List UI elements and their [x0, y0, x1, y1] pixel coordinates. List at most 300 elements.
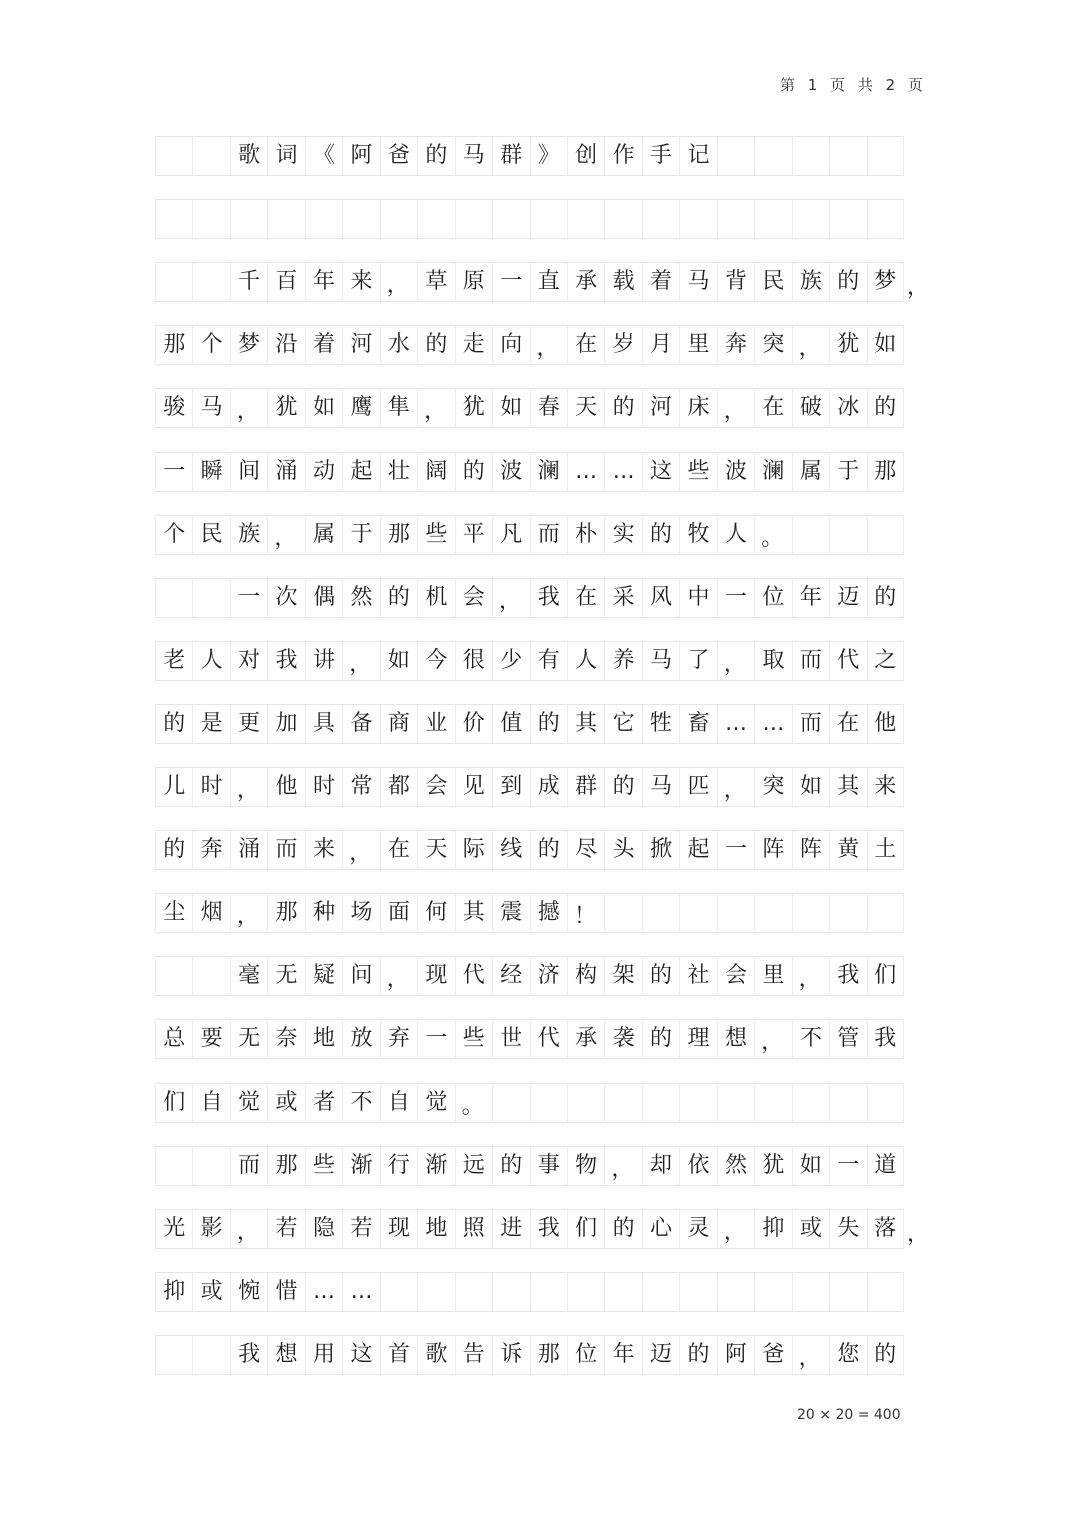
grid-cell: ，	[492, 579, 529, 617]
grid-cell: 族	[230, 516, 267, 554]
grid-cell: 其	[567, 705, 604, 743]
grid-cell: 的	[867, 389, 904, 427]
grid-cell: 爸	[380, 137, 417, 175]
grid-cell: 壮	[380, 453, 417, 491]
grid-cell: 或	[192, 1273, 229, 1311]
grid-cell: 抑	[754, 1210, 791, 1248]
grid-cell: 天	[417, 831, 454, 869]
grid-cell: 承	[567, 1020, 604, 1058]
grid-cell	[754, 1273, 791, 1311]
grid-cell	[192, 957, 229, 995]
grid-cell	[455, 1273, 492, 1311]
grid-cell: 的	[530, 705, 567, 743]
grid-row	[155, 957, 904, 995]
grid-cell: ，	[230, 1210, 267, 1248]
grid-cell	[717, 1084, 754, 1122]
grid-cell	[604, 894, 641, 932]
grid-cell	[342, 200, 379, 238]
grid-cell: 养	[604, 642, 641, 680]
grid-cell: 些	[679, 453, 716, 491]
grid-cell: 无	[230, 1020, 267, 1058]
grid-cell: 管	[829, 1020, 866, 1058]
grid-cell: 沿	[267, 326, 304, 364]
grid-cell: 而	[530, 516, 567, 554]
grid-cell	[604, 200, 641, 238]
grid-cell: 现	[380, 1210, 417, 1248]
grid-cell: 渐	[417, 1147, 454, 1185]
grid-cell: 位	[567, 1336, 604, 1374]
grid-cell: 些	[305, 1147, 342, 1185]
grid-cell: 一	[492, 263, 529, 301]
grid-cell	[155, 263, 192, 301]
grid-cell: 歌	[230, 137, 267, 175]
grid-cell: 讲	[305, 642, 342, 680]
grid-cell: 他	[267, 768, 304, 806]
grid-cell: 想	[267, 1336, 304, 1374]
grid-cell: 的	[867, 579, 904, 617]
grid-cell: 床	[679, 389, 716, 427]
grid-cell	[717, 1273, 754, 1311]
grid-cell	[829, 516, 866, 554]
grid-cell	[567, 200, 604, 238]
grid-cell: 创	[567, 137, 604, 175]
grid-cell: 承	[567, 263, 604, 301]
grid-cell: 千	[230, 263, 267, 301]
grid-cell: …	[754, 705, 791, 743]
grid-cell: 平	[455, 516, 492, 554]
grid-cell: 照	[455, 1210, 492, 1248]
grid-cell: …	[604, 453, 641, 491]
grid-cell: 波	[717, 453, 754, 491]
grid-cell: 犹	[267, 389, 304, 427]
grid-cell: 隼	[380, 389, 417, 427]
grid-cell	[792, 137, 829, 175]
grid-cell: 凡	[492, 516, 529, 554]
grid-cell: 黄	[829, 831, 866, 869]
grid-cell: 起	[679, 831, 716, 869]
grid-cell: 马	[455, 137, 492, 175]
grid-cell: 世	[492, 1020, 529, 1058]
grid-cell: 如	[305, 389, 342, 427]
grid-cell: 抑	[155, 1273, 192, 1311]
grid-cell: 的	[867, 1336, 904, 1374]
grid-cell: 或	[267, 1084, 304, 1122]
grid-cell: 次	[267, 579, 304, 617]
margin-punctuation: ，	[907, 275, 930, 301]
grid-cell: 的	[642, 516, 679, 554]
grid-cell	[492, 1273, 529, 1311]
grid-cell	[867, 516, 904, 554]
grid-cell: 采	[604, 579, 641, 617]
grid-cell: 人	[567, 642, 604, 680]
grid-cell: 。	[754, 516, 791, 554]
grid-row	[155, 1147, 904, 1185]
grid-cell	[867, 894, 904, 932]
grid-cell	[192, 200, 229, 238]
grid-cell	[867, 1084, 904, 1122]
grid-cell: 其	[455, 894, 492, 932]
grid-cell	[305, 200, 342, 238]
grid-cell: 首	[380, 1336, 417, 1374]
grid-cell: 。	[455, 1084, 492, 1122]
grid-cell: 如	[867, 326, 904, 364]
grid-cell: 着	[305, 326, 342, 364]
grid-cell: 我	[530, 579, 567, 617]
grid-cell: 这	[342, 1336, 379, 1374]
grid-cell	[267, 200, 304, 238]
grid-cell: 我	[530, 1210, 567, 1248]
grid-cell: 在	[567, 579, 604, 617]
grid-cell: 马	[642, 642, 679, 680]
grid-row	[155, 326, 904, 364]
grid-cell: 疑	[305, 957, 342, 995]
grid-cell	[679, 894, 716, 932]
grid-cell: 一	[829, 1147, 866, 1185]
grid-cell	[155, 1147, 192, 1185]
grid-cell	[155, 1336, 192, 1374]
grid-cell: ，	[380, 263, 417, 301]
grid-cell: 的	[530, 831, 567, 869]
grid-cell: 种	[305, 894, 342, 932]
grid-cell	[829, 1084, 866, 1122]
grid-cell	[717, 200, 754, 238]
grid-cell: 备	[342, 705, 379, 743]
grid-cell: 具	[305, 705, 342, 743]
grid-cell: 向	[492, 326, 529, 364]
grid-cell: 里	[679, 326, 716, 364]
grid-cell: 影	[192, 1210, 229, 1248]
grid-cell: 用	[305, 1336, 342, 1374]
grid-cell: 民	[192, 516, 229, 554]
grid-cell: 马	[679, 263, 716, 301]
grid-cell	[567, 1273, 604, 1311]
grid-cell: 烟	[192, 894, 229, 932]
grid-cell: 时	[305, 768, 342, 806]
grid-cell: ，	[230, 768, 267, 806]
grid-row	[155, 200, 904, 238]
grid-cell: 突	[754, 326, 791, 364]
grid-cell: ，	[267, 516, 304, 554]
grid-cell: 问	[342, 957, 379, 995]
grid-cell: 阔	[417, 453, 454, 491]
grid-cell: 犹	[455, 389, 492, 427]
grid-cell	[679, 1273, 716, 1311]
grid-cell: 袭	[604, 1020, 641, 1058]
grid-cell: 的	[380, 579, 417, 617]
grid-cell: 现	[417, 957, 454, 995]
grid-cell: 都	[380, 768, 417, 806]
grid-cell: ，	[717, 768, 754, 806]
grid-cell: 的	[455, 453, 492, 491]
grid-cell	[754, 200, 791, 238]
grid-cell: 那	[267, 1147, 304, 1185]
grid-cell: 年	[792, 579, 829, 617]
grid-cell: 阵	[792, 831, 829, 869]
grid-cell: 更	[230, 705, 267, 743]
grid-cell	[642, 894, 679, 932]
grid-cell: 道	[867, 1147, 904, 1185]
grid-cell: 常	[342, 768, 379, 806]
grid-cell: 人	[717, 516, 754, 554]
grid-cell: 波	[492, 453, 529, 491]
grid-cell: …	[342, 1273, 379, 1311]
grid-cell: 价	[455, 705, 492, 743]
grid-cell: 机	[417, 579, 454, 617]
grid-cell: 事	[530, 1147, 567, 1185]
grid-cell: 那	[867, 453, 904, 491]
grid-cell: 岁	[604, 326, 641, 364]
grid-cell: 那	[155, 326, 192, 364]
grid-cell: 年	[305, 263, 342, 301]
grid-cell: 我	[829, 957, 866, 995]
grid-cell: 载	[604, 263, 641, 301]
grid-cell: 见	[455, 768, 492, 806]
grid-cell: 自	[192, 1084, 229, 1122]
grid-cell: 而	[792, 642, 829, 680]
grid-cell: 毫	[230, 957, 267, 995]
grid-cell: ，	[530, 326, 567, 364]
grid-cell: 月	[642, 326, 679, 364]
grid-cell: 在	[754, 389, 791, 427]
grid-cell: 诉	[492, 1336, 529, 1374]
grid-cell: 的	[155, 705, 192, 743]
grid-row	[155, 831, 904, 869]
grid-cell: 春	[530, 389, 567, 427]
grid-cell: 业	[417, 705, 454, 743]
grid-cell: 的	[604, 389, 641, 427]
grid-cell: 梦	[230, 326, 267, 364]
grid-cell: 觉	[417, 1084, 454, 1122]
grid-cell: 迈	[829, 579, 866, 617]
grid-cell: 撼	[530, 894, 567, 932]
grid-cell: 想	[717, 1020, 754, 1058]
grid-cell	[792, 894, 829, 932]
grid-cell: 百	[267, 263, 304, 301]
grid-cell: 里	[754, 957, 791, 995]
grid-cell	[717, 137, 754, 175]
grid-row	[155, 516, 904, 554]
grid-cell: 架	[604, 957, 641, 995]
grid-cell: ，	[792, 957, 829, 995]
grid-cell	[380, 200, 417, 238]
grid-cell	[192, 137, 229, 175]
grid-cell: 一	[717, 831, 754, 869]
grid-cell: 冰	[829, 389, 866, 427]
grid-cell: 场	[342, 894, 379, 932]
grid-row	[155, 1273, 904, 1311]
grid-cell	[192, 1147, 229, 1185]
grid-cell: 商	[380, 705, 417, 743]
grid-cell: 对	[230, 642, 267, 680]
grid-cell: 来	[305, 831, 342, 869]
grid-cell: 朴	[567, 516, 604, 554]
grid-cell	[530, 200, 567, 238]
grid-cell: ，	[792, 326, 829, 364]
grid-cell: 若	[342, 1210, 379, 1248]
grid-cell: 爸	[754, 1336, 791, 1374]
grid-cell: 着	[642, 263, 679, 301]
grid-row	[155, 453, 904, 491]
grid-cell: 们	[155, 1084, 192, 1122]
grid-cell: 头	[604, 831, 641, 869]
grid-row	[155, 705, 904, 743]
grid-cell: 很	[455, 642, 492, 680]
grid-cell: 如	[380, 642, 417, 680]
grid-cell: 少	[492, 642, 529, 680]
grid-cell	[604, 1084, 641, 1122]
grid-cell: 总	[155, 1020, 192, 1058]
grid-cell: 马	[192, 389, 229, 427]
grid-cell: …	[567, 453, 604, 491]
grid-cell: 突	[754, 768, 791, 806]
grid-cell: 加	[267, 705, 304, 743]
grid-cell: 那	[530, 1336, 567, 1374]
grid-cell: 奔	[717, 326, 754, 364]
grid-cell: 直	[530, 263, 567, 301]
grid-cell: 代	[829, 642, 866, 680]
grid-cell: 如	[792, 1147, 829, 1185]
grid-cell: ，	[342, 642, 379, 680]
manuscript-grid	[155, 0, 930, 1527]
grid-cell: 线	[492, 831, 529, 869]
grid-row	[155, 263, 930, 301]
grid-cell: ，	[717, 642, 754, 680]
grid-cell: 水	[380, 326, 417, 364]
grid-cell: ，	[754, 1020, 791, 1058]
grid-cell: 词	[267, 137, 304, 175]
grid-cell: 成	[530, 768, 567, 806]
grid-cell	[717, 894, 754, 932]
grid-cell: 地	[417, 1210, 454, 1248]
grid-cell: 草	[417, 263, 454, 301]
grid-cell: 牲	[642, 705, 679, 743]
grid-cell: 会	[417, 768, 454, 806]
grid-cell	[155, 137, 192, 175]
grid-cell: 时	[192, 768, 229, 806]
grid-cell: 无	[267, 957, 304, 995]
grid-cell: 起	[342, 453, 379, 491]
grid-cell	[155, 200, 192, 238]
grid-cell: 告	[455, 1336, 492, 1374]
grid-cell: 然	[342, 579, 379, 617]
grid-cell: 却	[642, 1147, 679, 1185]
grid-cell: 际	[455, 831, 492, 869]
grid-cell	[829, 894, 866, 932]
grid-cell: 》	[530, 137, 567, 175]
grid-cell: 走	[455, 326, 492, 364]
grid-cell	[530, 1084, 567, 1122]
grid-cell: 者	[305, 1084, 342, 1122]
grid-cell: 是	[192, 705, 229, 743]
grid-cell: 渐	[342, 1147, 379, 1185]
grid-cell	[530, 1273, 567, 1311]
grid-cell: 代	[455, 957, 492, 995]
grid-cell: 一	[155, 453, 192, 491]
grid-cell	[492, 1084, 529, 1122]
grid-cell: 奈	[267, 1020, 304, 1058]
grid-cell: 尘	[155, 894, 192, 932]
grid-cell	[867, 137, 904, 175]
grid-cell: 会	[455, 579, 492, 617]
grid-cell: 的	[829, 263, 866, 301]
grid-cell: 些	[417, 516, 454, 554]
grid-cell	[754, 894, 791, 932]
grid-cell: 骏	[155, 389, 192, 427]
grid-cell	[604, 1273, 641, 1311]
grid-cell: 它	[604, 705, 641, 743]
grid-cell: 土	[867, 831, 904, 869]
grid-cell: 值	[492, 705, 529, 743]
grid-cell	[417, 1273, 454, 1311]
grid-cell: 若	[267, 1210, 304, 1248]
grid-cell: 自	[380, 1084, 417, 1122]
grid-row	[155, 1336, 904, 1374]
grid-cell: 有	[530, 642, 567, 680]
grid-cell: 如	[492, 389, 529, 427]
grid-cell: ，	[342, 831, 379, 869]
grid-cell: 之	[867, 642, 904, 680]
grid-cell	[792, 516, 829, 554]
grid-cell: 的	[642, 1020, 679, 1058]
grid-cell: 掀	[642, 831, 679, 869]
grid-cell: 而	[230, 1147, 267, 1185]
grid-cell: 瞬	[192, 453, 229, 491]
grid-cell: 位	[754, 579, 791, 617]
grid-cell: 这	[642, 453, 679, 491]
grid-cell: 放	[342, 1020, 379, 1058]
grid-cell: 地	[305, 1020, 342, 1058]
grid-cell: ，	[230, 389, 267, 427]
grid-cell: 落	[867, 1210, 904, 1248]
grid-cell: 何	[417, 894, 454, 932]
grid-cell	[754, 1084, 791, 1122]
grid-cell	[792, 200, 829, 238]
grid-cell	[192, 263, 229, 301]
grid-cell: 族	[792, 263, 829, 301]
grid-cell: 觉	[230, 1084, 267, 1122]
grid-cell: 鹰	[342, 389, 379, 427]
grid-cell	[642, 1084, 679, 1122]
grid-cell: 属	[305, 516, 342, 554]
grid-cell: 而	[792, 705, 829, 743]
grid-cell: 依	[679, 1147, 716, 1185]
grid-cell: 那	[380, 516, 417, 554]
grid-cell: 行	[380, 1147, 417, 1185]
page-number-header: 第 1 页 共 2 页	[780, 76, 927, 94]
grid-cell: 不	[342, 1084, 379, 1122]
grid-size-footer: 20 × 20 = 400	[797, 1407, 901, 1423]
grid-cell: 在	[380, 831, 417, 869]
grid-cell	[192, 579, 229, 617]
grid-cell: 来	[342, 263, 379, 301]
grid-cell: 个	[155, 516, 192, 554]
grid-cell: 河	[342, 326, 379, 364]
grid-cell	[192, 1336, 229, 1374]
grid-cell: 的	[604, 1210, 641, 1248]
grid-cell	[867, 200, 904, 238]
grid-cell: …	[717, 705, 754, 743]
grid-cell: 要	[192, 1020, 229, 1058]
grid-cell: 们	[567, 1210, 604, 1248]
grid-cell: 人	[192, 642, 229, 680]
grid-cell: 些	[455, 1020, 492, 1058]
grid-cell: 梦	[867, 263, 904, 301]
grid-cell: 隐	[305, 1210, 342, 1248]
grid-cell: 尽	[567, 831, 604, 869]
grid-cell: 破	[792, 389, 829, 427]
grid-cell: ！	[567, 894, 604, 932]
grid-row	[155, 894, 904, 932]
